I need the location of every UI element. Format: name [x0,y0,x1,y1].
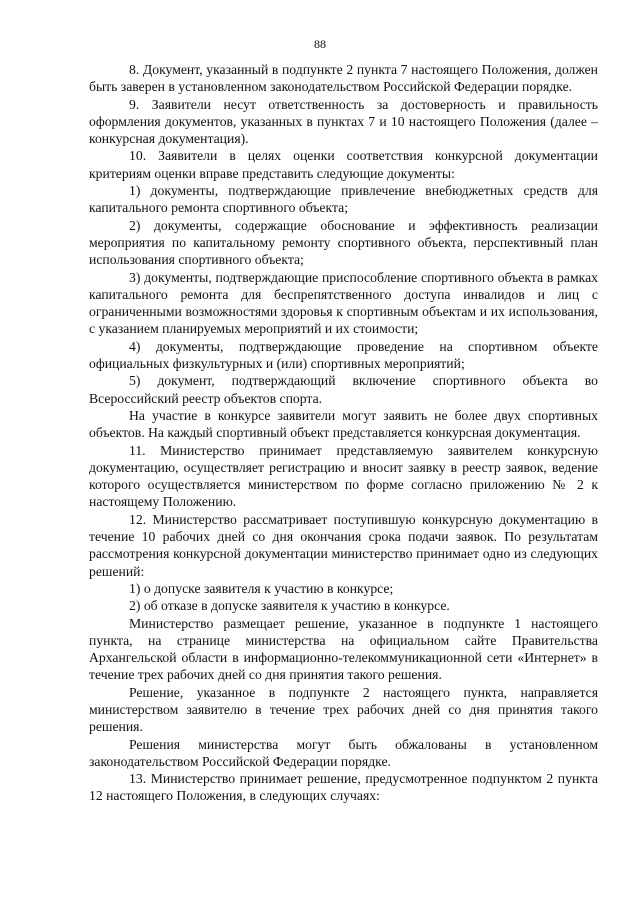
paragraph-participation: На участие в конкурсе заявители могут заявить не более двух спортивных объектов. На каждый спортивный объект представляется конкурсная документация. [89,407,598,441]
paragraph-publication: Министерство размещает решение, указанное в подпункте 1 настоящего пункта, на странице министерства на официальном сайте Правительства Архангельской области в информационно-телекоммуникационной сети «Интернет» в течение трех рабочих дней со дня принятия такого решения. [89,615,598,683]
paragraph-10: 10. Заявители в целях оценки соответствия конкурсной документации критериям оценки вправе представить следующие документы: [89,148,598,181]
list-item-12-2: 2) об отказе в допуске заявителя к участию в конкурсе. [129,598,450,614]
list-item-10-2: 2) документы, содержащие обоснование и эффективность реализации мероприятия по капитальному ремонту спортивного объекта, перспективный план использования спортивного объекта; [89,217,598,268]
paragraph-11: 11. Министерство принимает представляемую заявителем конкурсную документацию, осуществляет регистрацию и вносит заявку в реестр заявок, ведение которого осуществляется министерством по форме согласно приложению № 2 к настоящему Положению. [89,442,598,510]
paragraph-refusal-notice: Решение, указанное в подпункте 2 настоящего пункта, направляется министерством заявителю в течение трех рабочих дней со дня принятия такого решения. [89,684,598,735]
page-number: 88 [314,37,326,51]
paragraph-appeal: Решения министерства могут быть обжалованы в установленном законодательством Российской Федерации порядке. [89,736,598,769]
list-item-10-1: 1) документы, подтверждающие привлечение внебюджетных средств для капитального ремонта спортивного объекта; [89,183,598,216]
paragraph-12: 12. Министерство рассматривает поступившую конкурсную документацию в течение 10 рабочих дней со дня окончания срока подачи заявок. По результатам рассмотрения конкурсной документации министерство принимает одно из следующих решений: [89,511,598,579]
list-item-12-1: 1) о допуске заявителя к участию в конкурсе; [129,580,394,596]
list-item-10-4: 4) документы, подтверждающие проведение на спортивном объекте официальных физкультурных и (или) спортивных мероприятий; [89,338,598,372]
list-item-10-3: 3) документы, подтверждающие приспособление спортивного объекта в рамках капитального ремонта для беспрепятственного доступа инвалидов и лиц с ограниченными возможностями здоровья к спортивным объектам и их использования, с указанием планируемых мероприятий и их стоимости; [89,269,598,337]
paragraph-8: 8. Документ, указанный в подпункте 2 пункта 7 настоящего Положения, должен быть заверен в установленном законодательством Российской Федерации порядке. [89,62,598,95]
paragraph-13: 13. Министерство принимает решение, предусмотренное подпунктом 2 пункта 12 настоящего Положения, в следующих случаях: [89,771,598,804]
list-item-10-5: 5) документ, подтверждающий включение спортивного объекта во Всероссийский реестр объектов спорта. [89,373,598,406]
document-body [89,61,598,805]
paragraph-9: 9. Заявители несут ответственность за достоверность и правильность оформления документов, указанных в пунктах 7 и 10 настоящего Положения (далее – конкурсная документация). [89,96,598,147]
